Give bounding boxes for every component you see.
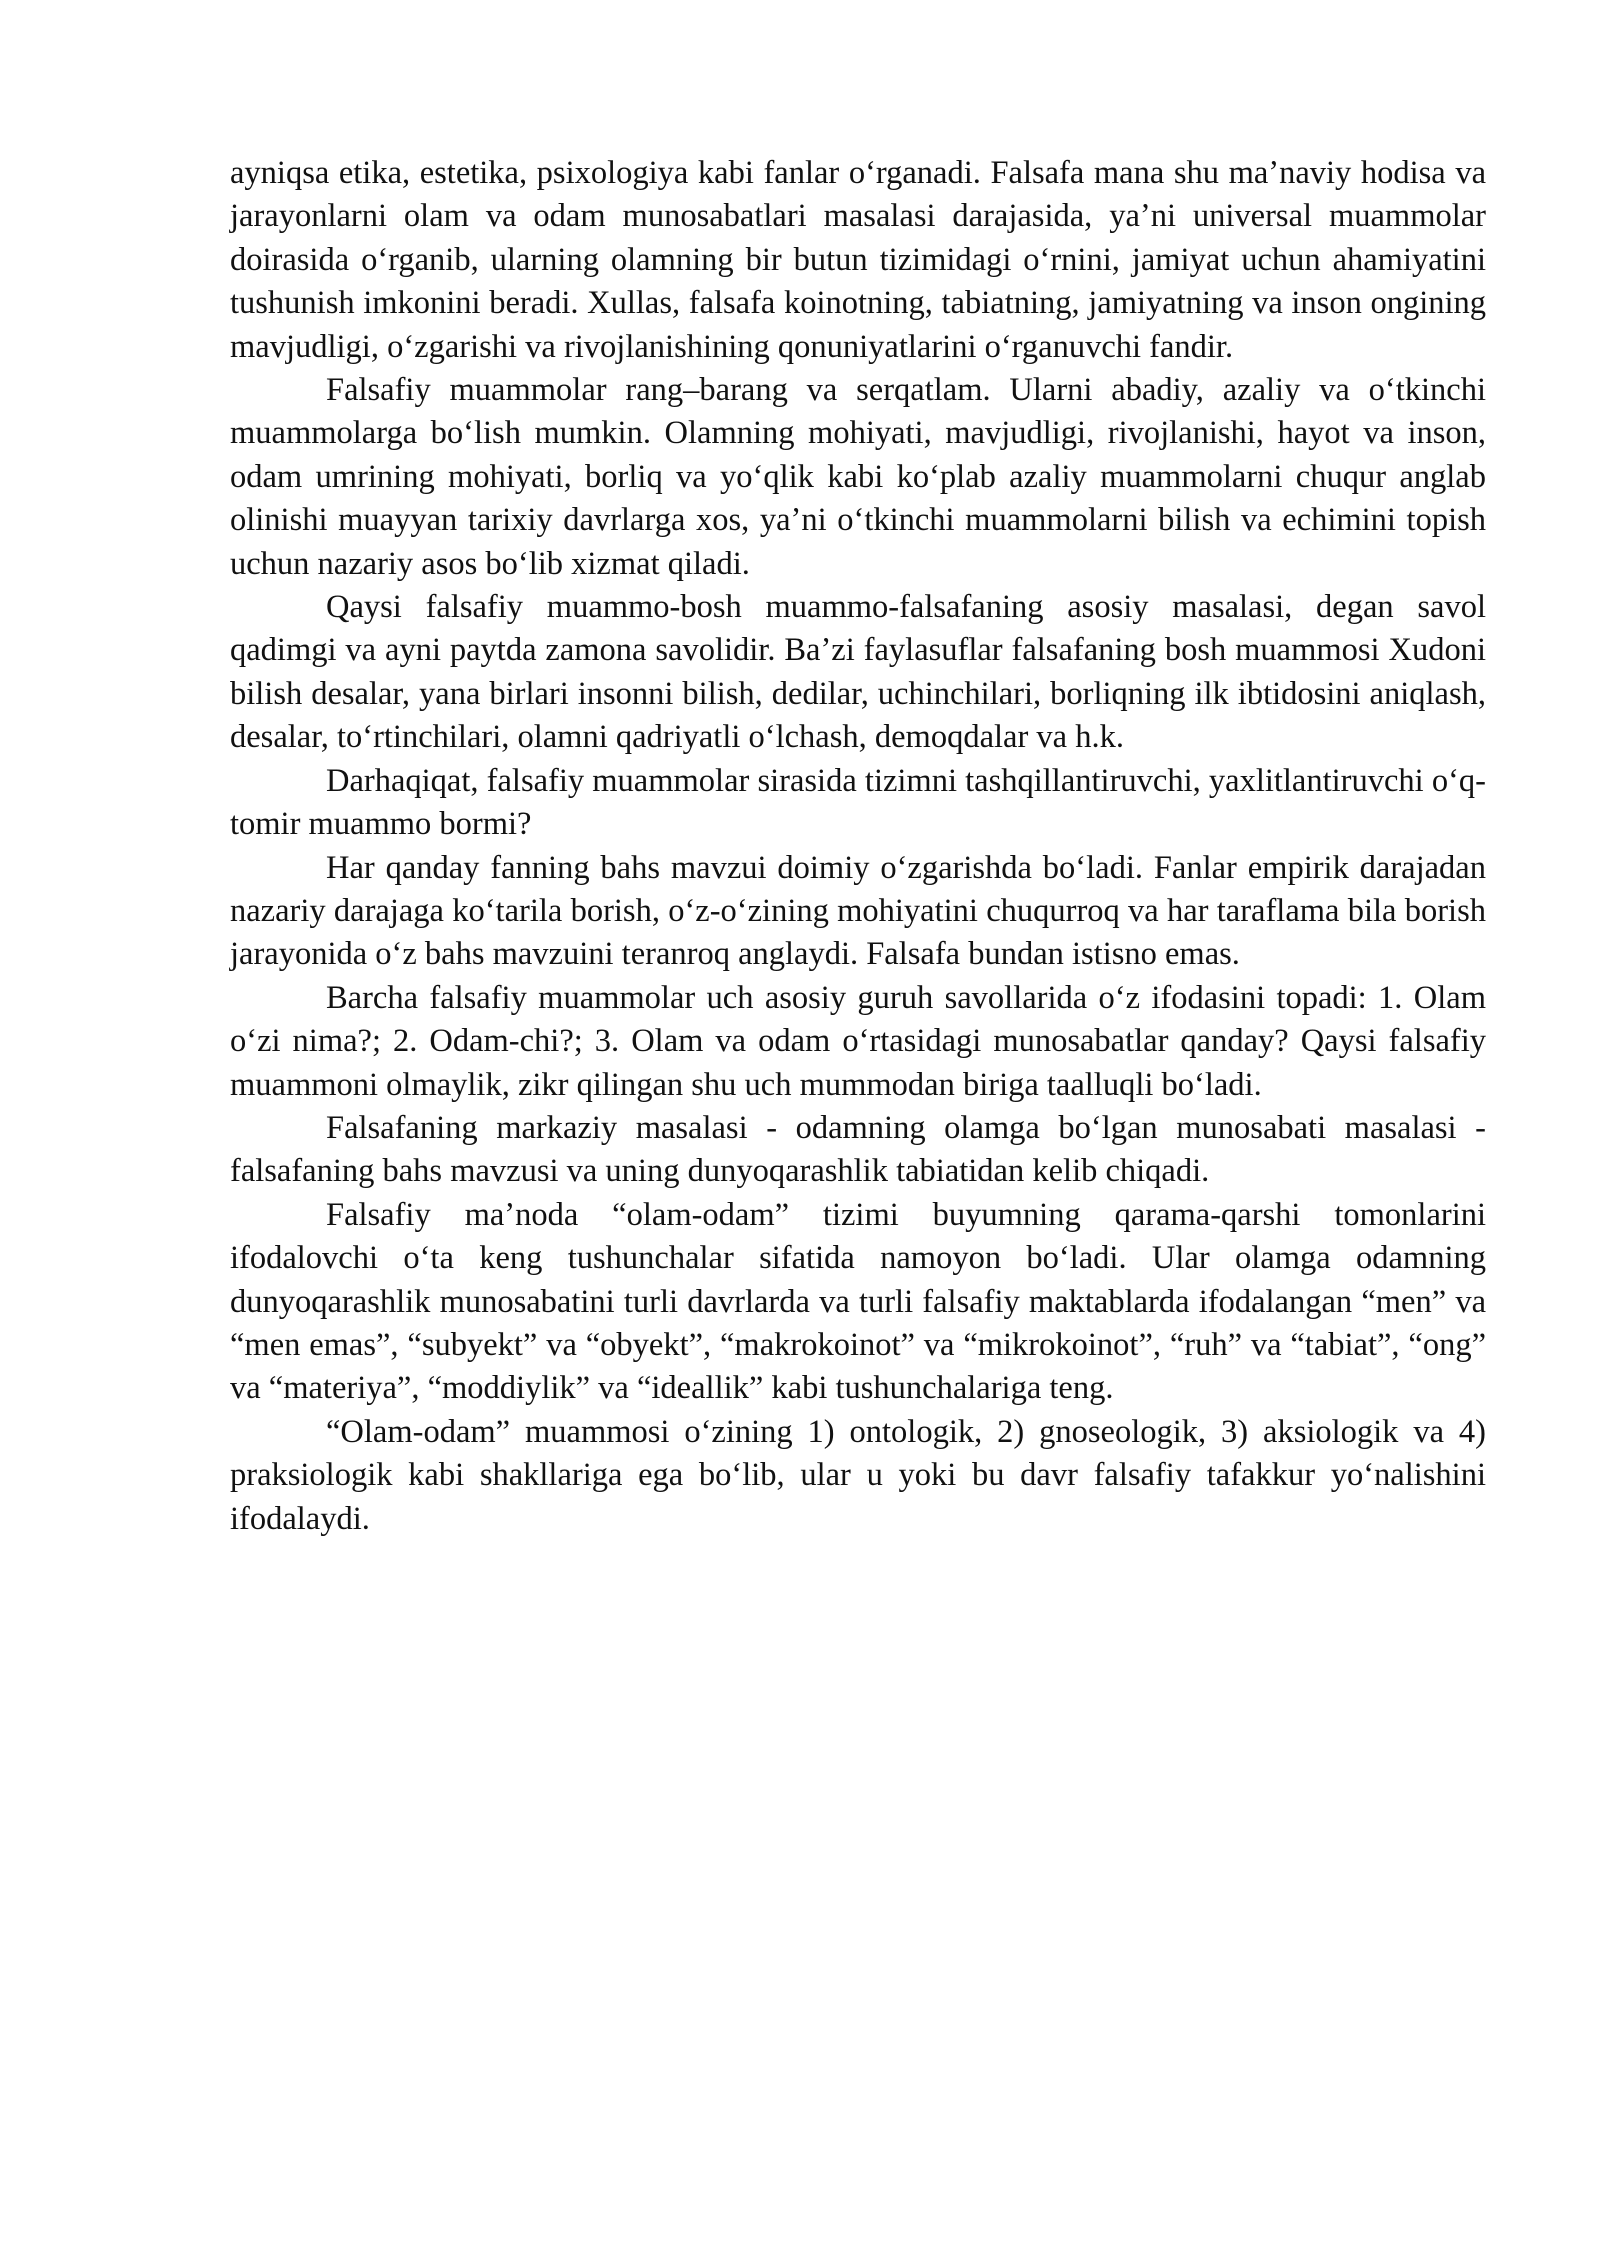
paragraph-4: Darhaqiqat, falsafiy muammolar sirasida tizimni tashqillantiruvchi, yaxlitlantiruvchi oʻq-tomir muammo bormi? — [230, 762, 1486, 843]
paragraph-6: Barcha falsafiy muammolar uch asosiy guruh savollarida oʻz ifodasini topadi: 1. Olam oʻzi nima?; 2. Odam-chi?; 3. Olam va odam oʻrtasidagi munosabatlar qanday? Qaysi falsafiy muammoni olmaylik, zikr qilingan shu uch mummodan biriga taalluqli boʻladi. — [230, 979, 1486, 1103]
body-text — [230, 152, 1486, 1541]
paragraph-8: Falsafiy maʼnoda “olam-odam” tizimi buyumning qarama-qarshi tomonlarini ifodalovchi oʻta keng tushunchalar sifatida namoyon boʻladi. Ular olamga odamning dunyoqarashlik munosabatini turli davrlarda va turli falsafiy maktablarda ifodalangan “men” va “men emas”, “subyekt” va “obyekt”, “makrokoinot” va “mikrokoinot”, “ruh” va “tabiat”, “ong” va “materiya”, “moddiylik” va “ideallik” kabi tushunchalariga teng. — [230, 1196, 1486, 1407]
paragraph-2: Falsafiy muammolar rang–barang va serqatlam. Ularni abadiy, azaliy va oʻtkinchi muammolarga boʻlish mumkin. Olamning mohiyati, mavjudligi, rivojlanishi, hayot va inson, odam umrining mohiyati, borliq va yoʻqlik kabi koʻplab azaliy muammolarni chuqur anglab olinishi muayyan tarixiy davrlarga xos, yaʼni oʻtkinchi muammolarni bilish va echimini topish uchun nazariy asos boʻlib xizmat qiladi. — [230, 372, 1486, 582]
paragraph-5: Har qanday fanning bahs mavzui doimiy oʻzgarishda boʻladi. Fanlar empirik darajadan nazariy darajaga koʻtarila borish, oʻz-oʻzining mohiyatini chuqurroq va har taraflama bila borish jarayonida oʻz bahs mavzuini teranroq anglaydi. Falsafa bundan istisno emas. — [230, 849, 1486, 973]
paragraph-3: Qaysi falsafiy muammo-bosh muammo-falsafaning asosiy masalasi, degan savol qadimgi va ayni paytda zamona savolidir. Baʼzi faylasuflar falsafaning bosh muammosi Xudoni bilish desalar, yana birlari insonni bilish, dedilar, uchinchilari, borliqning ilk ibtidosini aniqlash, desalar, toʻrtinchilari, olamni qadriyatli oʻlchash, demoqdalar va h.k. — [230, 589, 1486, 756]
paragraph-7: Falsafaning markaziy masalasi - odamning olamga boʻlgan munosabati masalasi - falsafaning bahs mavzusi va uning dunyoqarashlik tabiatidan kelib chiqadi. — [230, 1109, 1486, 1190]
paragraph-1: ayniqsa etika, estetika, psixologiya kabi fanlar oʻrganadi. Falsafa mana shu maʼnaviy hodisa va jarayonlarni olam va odam munosabatlari masalasi darajasida, yaʼni universal muammolar doirasida oʻrganib, ularning olamning bir butun tizimidagi oʻrnini, jamiyat uchun ahamiyatini tushunish imkonini beradi. Xullas, falsafa koinotning, tabiatning, jamiyatning va inson ongining mavjudligi, oʻzgarishi va rivojlanishining qonuniyatlarini oʻrganuvchi fandir. — [230, 155, 1486, 365]
paragraph-9: “Olam-odam” muammosi oʻzining 1) ontologik, 2) gnoseologik, 3) aksiologik va 4) praksiologik kabi shakllariga ega boʻlib, ular u yoki bu davr falsafiy tafakkur yoʻnalishini ifodalaydi. — [230, 1413, 1486, 1537]
